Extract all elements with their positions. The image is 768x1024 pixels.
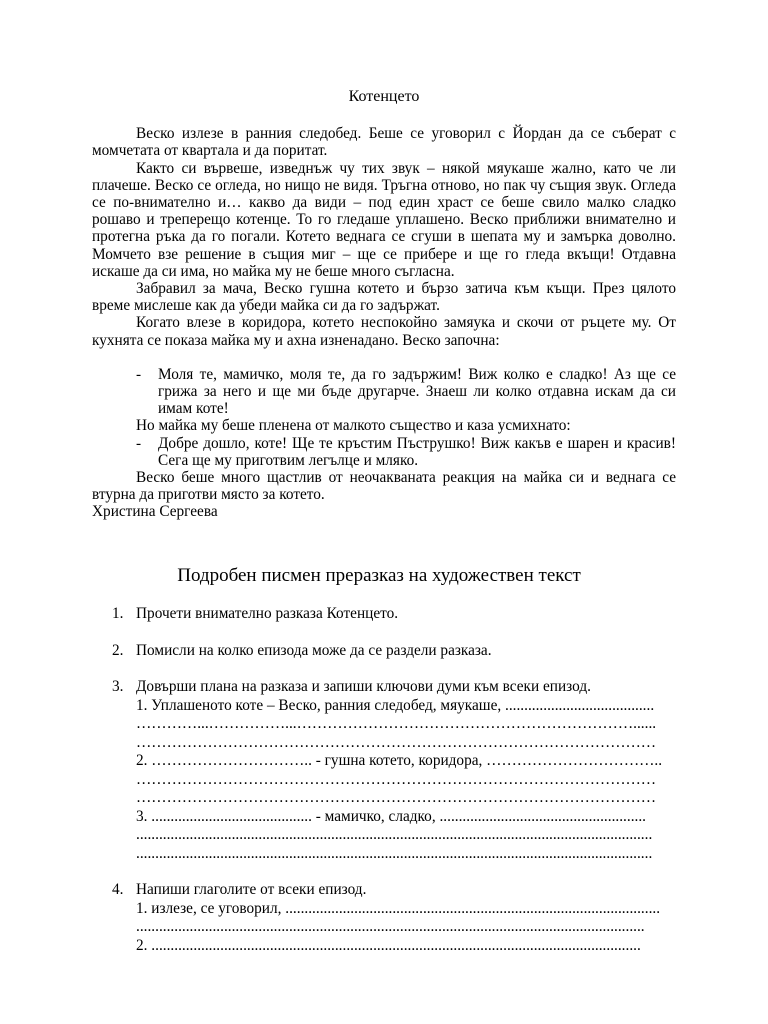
answer-line[interactable]: 3. .......................................... - мамичко, сладко, ...................................................... xyxy=(136,807,646,825)
question-text: Довърши плана на разказа и запиши ключови думи към всеки епизод. xyxy=(136,678,591,695)
answer-line[interactable]: ....................................................................................................................................... xyxy=(136,826,653,843)
question-text: Помисли на колко епизода може да се раздели разказа. xyxy=(136,641,492,659)
answer-line[interactable]: ………………………………………………………………………………………… xyxy=(136,770,657,788)
question-item xyxy=(92,642,676,661)
story-paragraph: Веско излезе в ранния следобед. Беше се уговорил с Йордан да се съберат с момчетата от квартала и да поритат. xyxy=(92,125,676,160)
dialogue-text: Моля те, мамичко, моля те, да го задържим! Виж колко е сладко! Аз ще се грижа за него и ще ми бъде другарче. Знаеш ли колко отдавна искам да си имам коте! xyxy=(158,365,676,418)
answer-line[interactable]: …………...……………...…………………………………………………………...... xyxy=(136,715,657,732)
story-paragraph: Когато влезе в коридора, котето неспокойно замяука и скочи от ръцете му. От кухнята се показа майка му и ахна изненадано. Веско започна: xyxy=(92,314,676,349)
answer-line[interactable]: ....................................................................................................................................... xyxy=(136,844,653,862)
dialogue-line xyxy=(92,366,676,418)
dialogue-line xyxy=(92,435,676,469)
question-number: 3. xyxy=(112,678,124,695)
answer-line[interactable]: 2. ................................................................................................................................ xyxy=(136,936,641,954)
question-text: Прочети внимателно разказа Котенцето. xyxy=(136,605,399,622)
answer-line[interactable]: ………………………………………………………………………………………… xyxy=(136,789,657,806)
answer-line[interactable]: 2. ………………………….. - гушна котето, коридора, …………………………….. xyxy=(136,752,663,769)
question-text: Напиши глаголите от всеки епизод. xyxy=(136,881,367,898)
question-list xyxy=(92,605,676,955)
story-paragraph: Веско беше много щастлив от неочакваната реакция на майка си и веднага се втурна да приготви място за котето. xyxy=(92,469,676,504)
dialogue-dash: - xyxy=(136,434,142,452)
answer-line[interactable]: ………………………………………………………………………………………… xyxy=(136,733,657,751)
task-section xyxy=(92,565,676,954)
dialogue-dash: - xyxy=(136,365,142,383)
task-title: Подробен писмен преразказ на художествен текст xyxy=(177,565,581,586)
story-author: Христина Сергеева xyxy=(92,503,218,521)
question-number: 2. xyxy=(112,641,124,659)
question-item xyxy=(92,678,676,863)
answer-line[interactable]: 1. Уплашеното коте – Веско, ранния следобед, мяукаше, ....................................... xyxy=(136,696,655,714)
question-item xyxy=(92,605,676,624)
question-number: 4. xyxy=(112,881,124,898)
story-title: Котенцето xyxy=(348,88,420,105)
story-paragraph: Забравил за мача, Веско гушна котето и бързо затича към къщи. През цялото време мислеше как да убеди майка си да го задържат. xyxy=(92,280,676,315)
story-section xyxy=(92,88,676,521)
question-item xyxy=(92,881,676,955)
answer-line[interactable]: 1. излезе, се уговорил, .................................................................................................. xyxy=(136,899,661,917)
dialogue-text: Добре дошло, коте! Ще те кръстим Пъструшко! Виж какъв е шарен и красив! Сега ще му приготвим легълце и мляко. xyxy=(158,434,676,469)
answer-line[interactable]: ..................................................................................................................................... xyxy=(136,918,645,935)
story-paragraph: Както си вървеше, изведнъж чу тих звук – някой мяукаше жално, като че ли плачеше. Веско се огледа, но нищо не видя. Тръгна отново, но пак чу същия звук. Огледа се по-внимателно и… какво да види – под един храст се беше свило малко сладко рошаво и треперещо котенце. То го гледаше уплашено. Веско приближи внимателно и протегна ръка да го погали. Котето веднага се сгуши в шепата му и замърка доволно. Момчето взе решение в същия миг – ще се прибере и ще го гледа вкъщи! Отдавна искаше да си има, но майка му не беше много съгласна. xyxy=(92,159,676,280)
question-number: 1. xyxy=(112,605,124,622)
story-paragraph: Но майка му беше пленена от малкото същество и каза усмихнато: xyxy=(136,417,571,435)
